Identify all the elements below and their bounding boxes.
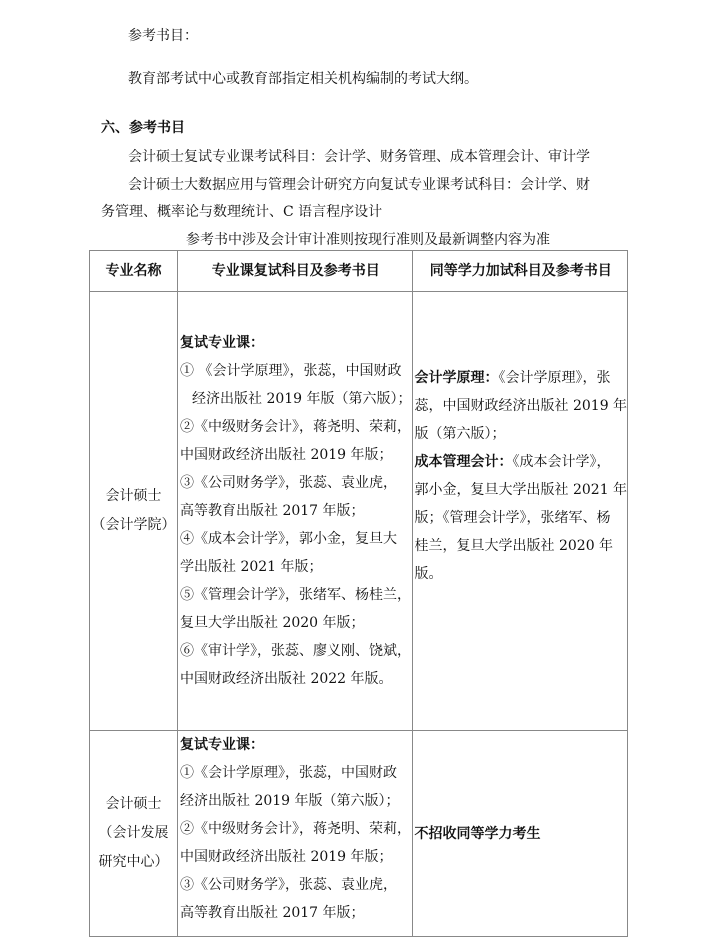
section-line-1: 会计硕士复试专业课考试科目：会计学、财务管理、成本管理会计、审计学 bbox=[128, 149, 590, 165]
ref-label: 参考书目： bbox=[128, 28, 198, 44]
equivalent-subjects-cell: 会计学原理：《会计学原理》，张 蕊，中国财政经济出版社 2019 年 版（第六版）； 成本管理会计：《成本会计学》， 郭小金，复旦大学出版社 2021 年 版；《管理会计学》，张绪军、杨 桂兰，复旦大学出版社 2020 年 版。 bbox=[412, 292, 628, 731]
reference-table bbox=[89, 250, 628, 937]
section-heading: 六、参考书目 bbox=[101, 120, 185, 136]
section-line-2a: 会计硕士大数据应用与管理会计研究方向复试专业课考试科目：会计学、财 bbox=[128, 177, 590, 193]
header-retest-subjects: 专业课复试科目及参考书目 bbox=[178, 251, 413, 292]
section-line-2b: 务管理、概率论与数理统计、C 语言程序设计 bbox=[101, 204, 383, 220]
header-major: 专业名称 bbox=[90, 251, 178, 292]
section-note: 参考书中涉及会计审计准则按现行准则及最新调整内容为准 bbox=[186, 232, 550, 248]
table-row bbox=[90, 731, 628, 937]
major-name-cell: 会计硕士 （会计发展 研究中心） bbox=[90, 731, 178, 937]
header-equivalent-subjects: 同等学力加试科目及参考书目 bbox=[412, 251, 628, 292]
table-header-row bbox=[90, 251, 628, 292]
table-row bbox=[90, 292, 628, 731]
retest-subjects-cell: 复试专业课： ①《会计学原理》，张蕊，中国财政 经济出版社 2019 年版（第六版）； ②《中级财务会计》，蒋尧明、荣莉， 中国财政经济出版社 2019 年版； ③《公司财务学》，张蕊、袁业虎， 高等教育出版社 2017 年版； bbox=[178, 731, 413, 937]
equivalent-subjects-cell: 不招收同等学力考生 bbox=[412, 731, 628, 937]
major-name-cell: 会计硕士 （会计学院） bbox=[90, 292, 178, 731]
ref-text: 教育部考试中心或教育部指定相关机构编制的考试大纲。 bbox=[128, 71, 478, 87]
retest-subjects-cell: 复试专业课： ① 《会计学原理》，张蕊，中国财政 经济出版社 2019 年版（第六版）； ②《中级财务会计》，蒋尧明、荣莉， 中国财政经济出版社 2019 年版； ③《公司财务学》，张蕊、袁业虎， 高等教育出版社 2017 年版； ④《成本会计学》，郭小金，复旦大 学出版社 2021 年版； ⑤《管理会计学》，张绪军、杨桂兰， 复旦大学出版社 2020 年版； ⑥《审计学》，张蕊、廖义刚、饶斌， 中国财政经济出版社 2022 年版。 bbox=[178, 292, 413, 731]
